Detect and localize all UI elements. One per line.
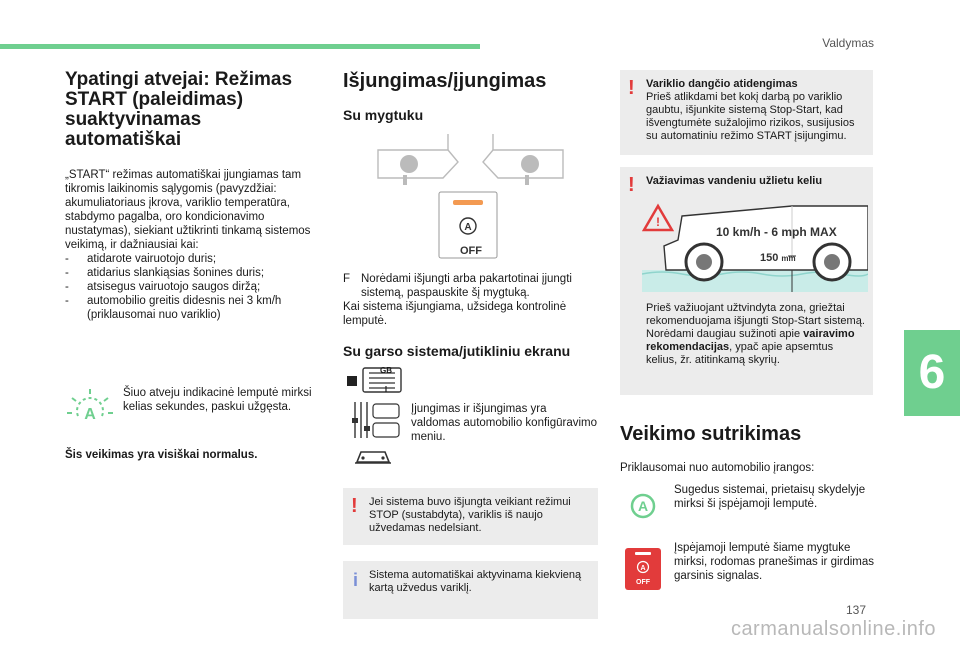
menu-icons-column (343, 366, 403, 470)
warning-note-stop (343, 488, 598, 545)
water-text-2c: , ypač apie apsemtus kelius, žr. atitinkamą skyrių. (646, 341, 834, 366)
special-cases-intro: „START“ režimas automatiškai įjungiamas tam tikromis laikinomis sąlygomis (pavyzdžiai: akumuliatoriaus įkrova, variklio temperatūra, stabdymo pagalba, oro kondicionavimo nustatymas), siekiant užtikrinti tinkamą sistemos veikimą, ir dažniausiai kai: (65, 169, 311, 251)
speed-limit-label: 10 km/h - 6 mph MAX (716, 225, 837, 239)
off-button-label[interactable]: OFF (460, 245, 482, 257)
step-instruction (343, 272, 598, 300)
auto-start-lamp-icon (65, 386, 115, 436)
with-button-subtitle: Su mygtuku (343, 107, 424, 123)
normal-operation-note: Šis veikimas yra visiškai normalus. (65, 449, 258, 461)
off-lamp-button (620, 545, 666, 591)
special-cases-title: Ypatingi atvejai: Režimas START (paleidimas) suaktyvinamas automatiškai (65, 69, 293, 150)
svg-text:A: A (637, 498, 649, 514)
warning-icon: ! (628, 174, 635, 196)
column-warnings (620, 70, 875, 591)
info-note-auto-text: Sistema automatiškai aktyvinama kiekvieną kartą užvedus variklį. (369, 569, 582, 594)
svg-text:A: A (84, 406, 96, 423)
i-label: I (384, 385, 388, 394)
audio-menu-row (343, 366, 598, 470)
depth-value: 150 (760, 252, 779, 264)
column-special-cases (65, 70, 320, 462)
warning-note-hood (620, 70, 873, 155)
water-title: Važiavimas vandeniu užlietu keliu (646, 175, 823, 187)
condition-item: - atsisegus vairuotojo saugos diržą; (65, 280, 320, 294)
warning-note-stop-text: Jei sistema buvo išjungta veikiant režimui STOP (sustabdyta), variklis iš naujo užvedamas nedelsiant. (369, 496, 571, 534)
flood-illustration (642, 200, 868, 292)
step-text: Norėdami išjungti arba pakartotinai įjungti sistemą, paspauskite šį mygtuką. (361, 273, 572, 299)
i-flag-icon (373, 423, 399, 437)
info-icon: i (353, 570, 359, 590)
page-number: 137 (845, 603, 866, 617)
water-text-2 (646, 328, 865, 367)
off-lamp-label: OFF (636, 579, 650, 586)
svg-text:A: A (464, 222, 472, 233)
malfunction-row-2 (620, 541, 875, 591)
column-on-off (343, 70, 598, 619)
start-lamp-text: Šiuo atveju indikacinė lemputė mirksi kelias sekundes, paskui užgęsta. (123, 387, 312, 413)
warning-icon: ! (628, 77, 635, 99)
step-bullet: F (343, 273, 351, 285)
flooded-car-drawing (642, 200, 868, 292)
auto-start-fault-icon (620, 483, 666, 529)
watermark: carmanualsonline.info (730, 618, 936, 640)
header-accent-bar (0, 44, 480, 49)
start-lamp-row (65, 386, 320, 436)
malfunction-row-1 (620, 483, 875, 529)
menu-text: Įjungimas ir išjungimas yra valdomas automobilio konfigūravimo meniu. (411, 403, 598, 443)
gb-label: GB (380, 366, 392, 375)
gb-flag-icon (373, 404, 399, 418)
malfunction-intro: Priklausomai nuo automobilio įrangos: (620, 462, 815, 474)
warning-note-water (620, 167, 873, 395)
audio-system-subtitle: Su garso sistema/jutikliniu ekranu (343, 343, 571, 359)
hood-title: Variklio dangčio atidengimas (646, 78, 798, 90)
condition-item: - atidarius slankiąsias šonines duris; (65, 266, 320, 280)
warning-icon: ! (351, 495, 358, 517)
hood-text: Prieš atlikdami bet kokį darbą po variklio gaubtu, išjunkite sistemą Stop-Start, kad išvengtumėte sužalojimo rizikos, susijusios su automatiniu režimo START įsijungimu. (646, 91, 855, 142)
malfunction-text-2: Įspėjamoji lemputė šiame mygtuke mirksi, rodomas pranešimas ir girdimas garsinis signalas. (674, 542, 875, 582)
svg-text:!: ! (656, 215, 660, 229)
svg-text:A: A (640, 565, 646, 572)
malfunction-text-1: Sugedus sistemai, prietaisų skydelyje mirksi ši įspėjamoji lemputė. (674, 484, 866, 510)
water-text-1: Prieš važiuojant užtvindyta zona, griežtai rekomenduojama išjungti Stop-Start sistemą. (646, 302, 865, 327)
display-small-icon (347, 376, 357, 386)
step-result: Kai sistema išjungiama, užsidega kontrolinė lemputė. (343, 301, 567, 327)
section-header: Valdymas (822, 36, 874, 50)
conditions-list (65, 252, 320, 322)
depth-label (760, 252, 796, 265)
malfunction-title: Veikimo sutrikimas (620, 423, 802, 445)
driving-recommendations-link: vairavimo rekomendacijas (646, 328, 855, 353)
condition-item: - atidarote vairuotojo duris; (65, 252, 320, 266)
on-off-title: Išjungimas/įjungimas (343, 70, 547, 92)
water-text-2a: Norėdami daugiau sužinoti apie (646, 328, 801, 340)
info-note-auto (343, 561, 598, 619)
condition-item: - automobilio greitis didesnis nei 3 km/h (priklausomai nuo variklio) (65, 294, 320, 322)
chapter-tab: 6 (904, 330, 960, 416)
depth-unit: mm (781, 254, 796, 263)
